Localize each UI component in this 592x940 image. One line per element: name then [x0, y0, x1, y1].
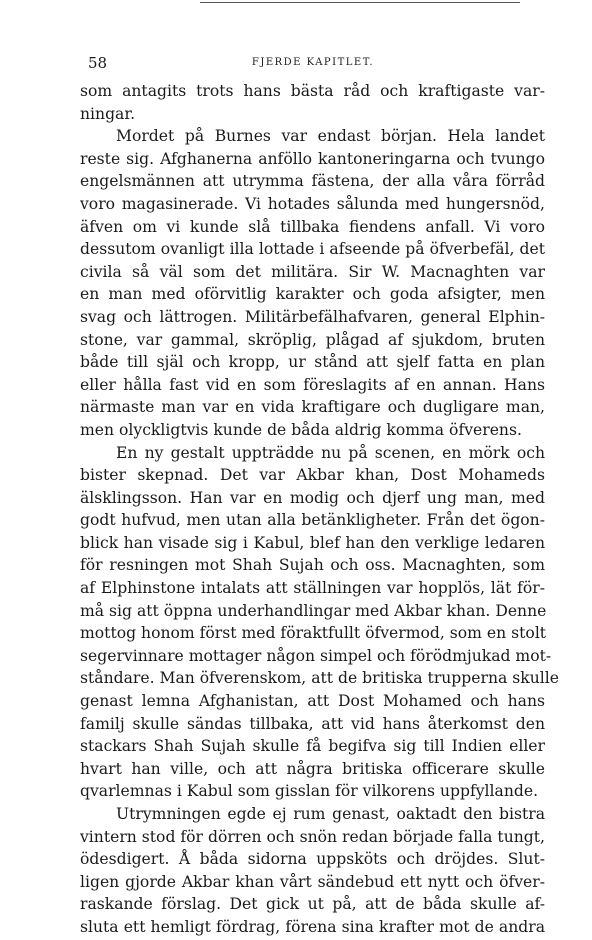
running-head: FJERDE KAPITLET.	[251, 57, 375, 68]
text-line: En ny gestalt uppträdde nu på scenen, en mörk och	[116, 443, 545, 462]
text-line: äfven om vi kunde slå tillbaka fiendens anfall. Vi voro	[80, 217, 545, 236]
top-rule	[200, 2, 520, 3]
text-line: dessutom ovanligt illa lottade i afseende på öfverbefäl, det	[80, 240, 545, 259]
text-line: genast lemna Afghanistan, att Dost Mohamed och hans	[80, 692, 545, 711]
text-line: för resningen mot Shah Sujah och oss. Macnaghten, som	[80, 556, 545, 575]
text-line: engelsmännen att utrymma fästena, der alla våra förråd	[80, 172, 545, 191]
text-line: ödesdigert. Å båda sidorna uppsköts och dröjdes. Slut-	[80, 850, 545, 869]
text-line: godt hufvud, men utan alla betänkligheter. Från det ögon-	[80, 511, 545, 530]
text-line: sluta ett hemligt fördrag, förena sina krafter mot de andra	[80, 917, 545, 936]
text-line: blick han visade sig i Kabul, blef han den verklige ledaren	[80, 533, 545, 552]
text-line: ståndare. Man öfverenskom, att de britiska trupperna skulle	[80, 669, 559, 688]
text-line: älsklingsson. Han var en modig och djerf ung man, med	[80, 488, 545, 507]
text-line: en man med oförvitlig karakter och goda afsigter, men	[80, 285, 545, 304]
text-line: ligen gjorde Akbar khan vårt sändebud ett nytt och öfver-	[80, 872, 545, 891]
body-text	[80, 80, 559, 939]
text-line: familj skulle sändas tillbaka, att vid hans återkomst den	[80, 714, 545, 733]
text-line: Mordet på Burnes var endast början. Hela landet	[116, 127, 545, 146]
text-line: Utrymningen egde ej rum genast, oaktadt den bistra	[116, 805, 545, 823]
text-line: bister skepnad. Det var Akbar khan, Dost Mohameds	[80, 466, 545, 485]
text-line: svag och lättrogen. Militärbefälhafvaren, general Elphin-	[80, 307, 545, 326]
text-line: ningar.	[80, 104, 136, 123]
text-line: stackars Shah Sujah skulle få begifva sig till Indien eller	[80, 737, 545, 756]
page-number: 58	[88, 54, 108, 72]
text-line: men olyckligtvis kunde de båda aldrig komma öfverens.	[80, 420, 522, 439]
page-header	[88, 54, 538, 76]
text-line: civila så väl som det militära. Sir W. Macnaghten var	[80, 262, 545, 281]
text-line: mottog honom först med föraktfullt öfvermod, som en stolt	[80, 624, 547, 643]
text-line: må sig att öppna underhandlingar med Akbar khan. Denne	[80, 601, 547, 620]
text-line: både till själ och kropp, ur stånd att sjelf fatta en plan	[80, 353, 545, 372]
text-line: segervinnare mottager någon simpel och förödmjukad mot-	[80, 646, 552, 665]
text-line: voro magasinerade. Vi hotades sålunda med hungersnöd,	[80, 194, 545, 213]
text-line: raskande förslag. Det gick ut på, att de båda skulle af-	[80, 895, 545, 914]
text-line: närmaste man var en vida kraftigare och dugligare man,	[80, 398, 545, 417]
text-line: qvarlemnas i Kabul som gisslan för vilkorens uppfyllande.	[80, 782, 539, 801]
text-line: som antagits trots hans bästa råd och kraftigaste var-	[80, 82, 545, 100]
text-line: reste sig. Afghanerna anföllo kantoneringarna och tvungo	[80, 149, 545, 168]
text-line: af Elphinstone intalats att ställningen var hopplös, lät för-	[80, 579, 545, 598]
text-line: hvart han ville, och att några britiska officerare skulle	[80, 759, 545, 778]
text-line: stone, var gammal, skröplig, plågad af sjukdom, bruten	[80, 330, 545, 349]
text-line: vintern stod för dörren och snön redan började falla tungt,	[80, 827, 545, 846]
text-line: eller hålla fast vid en som föreslagits af en annan. Hans	[80, 375, 545, 394]
